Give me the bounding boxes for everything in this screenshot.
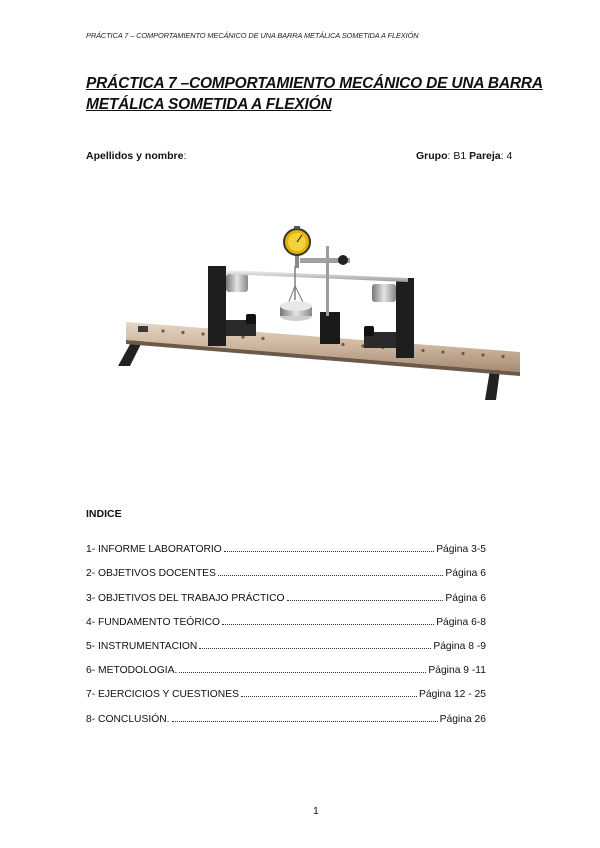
- title-line-1: PRÁCTICA 7 –COMPORTAMIENTO MECÁNICO DE UNA BARRA: [86, 75, 543, 92]
- toc-item: 3- OBJETIVOS DEL TRABAJO PRÁCTICO Página 6: [86, 592, 486, 604]
- toc-item: 5- INSTRUMENTACION Página 8 -9: [86, 640, 486, 652]
- group-label: Grupo: [416, 150, 448, 162]
- title-line-2: METÁLICA SOMETIDA A FLEXIÓN: [86, 96, 332, 113]
- running-header: PRÁCTICA 7 – COMPORTAMIENTO MECÁNICO DE UNA BARRA METÁLICA SOMETIDA A FLEXIÓN: [86, 31, 419, 40]
- toc-item: 1- INFORME LABORATORIO Página 3-5: [86, 544, 486, 556]
- toc-item: 4- FUNDAMENTO TEÓRICO Página 6-8: [86, 616, 486, 628]
- toc-item: 7- EJERCICIOS Y CUESTIONES Página 12 - 25: [86, 689, 486, 701]
- index-heading: INDICE: [86, 508, 122, 520]
- page-number: 1: [313, 805, 319, 817]
- group-pair: [416, 150, 512, 162]
- toc-item: 8- CONCLUSIÓN. Página 26: [86, 713, 486, 725]
- page-title: [86, 73, 556, 115]
- pair-label: Pareja: [469, 150, 501, 162]
- table-of-contents: [86, 531, 486, 725]
- name-label: Apellidos y nombre:: [86, 150, 187, 162]
- student-info: [86, 150, 516, 162]
- bending-apparatus-photo: [108, 200, 528, 428]
- pair-value: : 4: [500, 150, 513, 162]
- group-value: : B1: [447, 150, 467, 162]
- toc-item: 6- METODOLOGIA. Página 9 -11: [86, 665, 486, 677]
- toc-item: 2- OBJETIVOS DOCENTES Página 6: [86, 568, 486, 580]
